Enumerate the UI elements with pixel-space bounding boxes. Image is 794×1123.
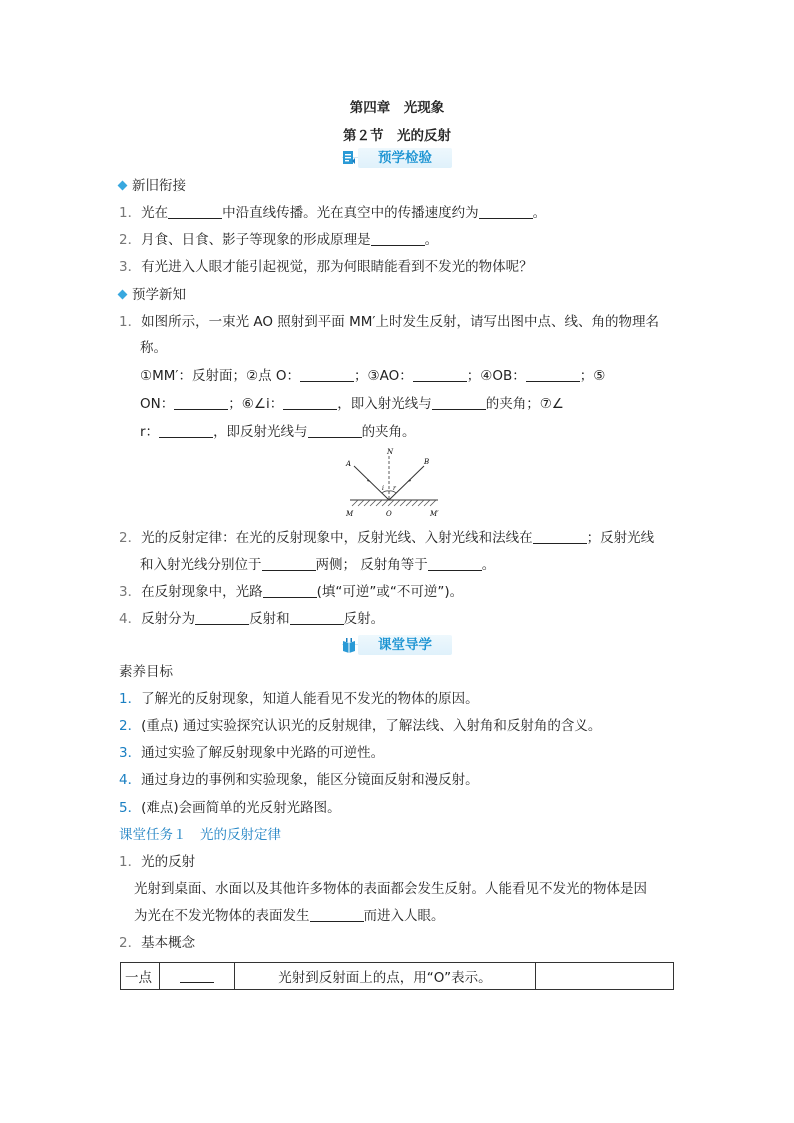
review-item-3: 3．有光进入人眼才能引起视觉，那为何眼睛能看到不发光的物体呢？ — [119, 259, 533, 275]
goal-item-3: 3．通过实验了解反射现象中光路的可逆性。 — [119, 745, 385, 761]
svg-text:A: A — [346, 460, 352, 468]
goal-item-5: 5．(难点)会画简单的光反射光路图。 — [119, 800, 341, 816]
goal-item-1: 1．了解光的反射现象，知道人能看见不发光的物体的原因。 — [119, 691, 479, 707]
svg-text:i: i — [382, 485, 384, 492]
table-cell-blank — [160, 963, 235, 990]
q2-line-2: 和入射光线分别位于 两侧； 反射角等于 。 — [140, 557, 496, 573]
t1-para-2: 为光在不发光物体的表面发生 而进入人眼。 — [134, 908, 445, 924]
goal-item-4: 4．通过身边的事例和实验现象，能区分镜面反射和漫反射。 — [119, 772, 479, 788]
goals-title: 素养目标 — [119, 664, 173, 680]
svg-text:M′: M′ — [430, 510, 439, 518]
section-review-heading: 新旧衔接 — [119, 176, 186, 196]
q1-line-3: ①MM′：反射面；②点 O： ；③AO： ；④OB： ；⑤ — [140, 368, 606, 384]
concept-table — [120, 962, 674, 990]
table-cell-empty — [536, 963, 674, 990]
diamond-icon — [118, 290, 128, 300]
section-new-heading: 预学新知 — [119, 285, 186, 305]
q3-line: 3．在反射现象中，光路 (填“可逆”或“不可逆”)。 — [119, 584, 464, 600]
review-item-2: 2．月食、日食、影子等现象的形成原理是 。 — [119, 232, 439, 248]
table-row — [121, 963, 674, 990]
reflected-ray — [389, 466, 424, 500]
goal-item-2: 2．(重点) 通过实验探究认识光的反射规律，了解法线、入射角和反射角的含义。 — [119, 718, 602, 734]
table-cell-desc: 光射到反射面上的点，用“O”表示。 — [235, 963, 536, 990]
svg-text:M: M — [346, 510, 354, 518]
t1-title: 1．光的反射 — [119, 854, 196, 870]
q2-line-1: 2．光的反射定律：在光的反射现象中，反射光线、入射光线和法线在 ；反射光线 — [119, 530, 655, 546]
task-1-title: 课堂任务１ 光的反射定律 — [119, 827, 281, 843]
banner-preview-label: 预学检验 — [358, 148, 452, 168]
t1-para-1: 光射到桌面、水面以及其他许多物体的表面都会发生反射。人能看见不发光的物体是因 — [134, 881, 647, 897]
notebook-icon — [342, 150, 356, 166]
q4-line: 4．反射分为 反射和 反射。 — [119, 611, 385, 627]
q1-line-1: 1．如图所示，一束光 AO 照射到平面 MM′上时发生反射，请写出图中点、线、角的物理名 — [119, 314, 659, 330]
q1-line-2: 称。 — [140, 340, 167, 356]
review-item-1: 1．光在 中沿直线传播。光在真空中的传播速度约为 。 — [119, 205, 547, 221]
diamond-icon — [118, 181, 128, 191]
incident-ray — [354, 466, 389, 500]
banner-class — [342, 635, 452, 655]
svg-text:O: O — [386, 510, 392, 518]
book-icon — [342, 637, 356, 653]
q1-line-4: ON： ；⑥∠i： ，即入射光线与 的夹角；⑦∠ — [140, 396, 564, 412]
svg-text:B: B — [424, 458, 430, 466]
t2-title: 2．基本概念 — [119, 935, 196, 951]
svg-text:r: r — [393, 485, 396, 492]
section-title: 第２节 光的反射 — [343, 128, 451, 144]
banner-preview — [342, 148, 452, 168]
table-cell-term: 一点 — [121, 963, 160, 990]
banner-class-label: 课堂导学 — [358, 635, 452, 655]
q1-line-5: r： ，即反射光线与 的夹角。 — [140, 424, 416, 440]
svg-text:N: N — [387, 448, 394, 456]
chapter-title: 第四章 光现象 — [349, 100, 445, 116]
reflection-diagram — [338, 448, 448, 520]
